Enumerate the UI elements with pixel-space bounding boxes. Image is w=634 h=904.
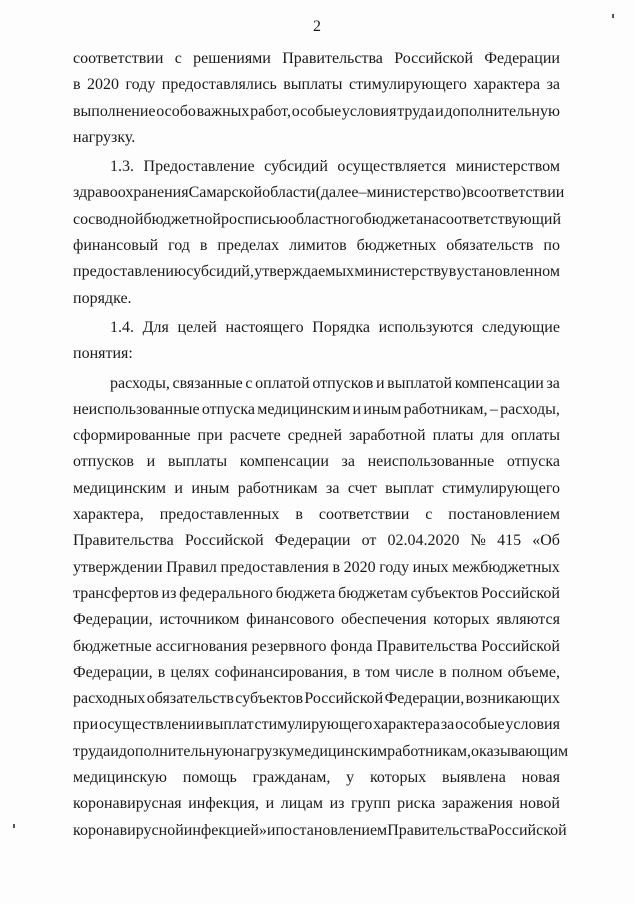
word: компенсации xyxy=(239,453,329,471)
word: обеспечения xyxy=(341,611,427,629)
text-line xyxy=(73,660,560,686)
word: бюджетной xyxy=(143,210,221,228)
word: решениями xyxy=(193,50,271,67)
word: сводной xyxy=(88,210,144,228)
word: в xyxy=(295,506,303,524)
word: бюджета xyxy=(275,584,336,602)
text-line xyxy=(73,502,560,528)
word: обязательств xyxy=(446,237,534,255)
word: характера, xyxy=(73,506,144,524)
word: иным xyxy=(191,479,230,497)
word: в xyxy=(157,663,166,681)
word: 2020 xyxy=(343,558,376,576)
word: и xyxy=(375,374,385,392)
text-line xyxy=(73,423,560,449)
word: расчете xyxy=(229,427,281,445)
text-line xyxy=(73,397,560,423)
word: нагрузку xyxy=(234,742,295,760)
word: возникающих xyxy=(465,690,560,708)
word: министерство) xyxy=(366,184,467,202)
word: Порядка xyxy=(312,318,370,336)
word: соответствии xyxy=(318,506,410,524)
word: следующие xyxy=(481,318,560,336)
word: медицинскую xyxy=(73,769,168,787)
word: коронавирусная xyxy=(73,795,182,813)
word: медицинским xyxy=(294,742,388,760)
word: Федерации, xyxy=(73,663,153,681)
word: особые xyxy=(291,102,342,120)
word: предоставлению xyxy=(73,263,186,281)
word: полном xyxy=(451,663,503,681)
word: со xyxy=(73,210,89,228)
word: связанные xyxy=(172,374,243,392)
word: и xyxy=(174,479,183,497)
word: отпусков xyxy=(312,374,374,392)
word: при xyxy=(197,427,223,445)
word: 1.4. xyxy=(110,318,134,336)
word: предоставленных xyxy=(159,506,280,524)
word: Федерации xyxy=(484,50,560,67)
word: Предоставление xyxy=(143,158,255,176)
paragraph xyxy=(73,46,560,151)
text-line xyxy=(73,739,569,765)
word: на xyxy=(423,210,439,228)
word: с xyxy=(425,506,433,524)
text-line xyxy=(73,528,560,554)
word: дополнительную xyxy=(444,102,560,120)
word: постановлением xyxy=(275,821,388,839)
word: сформированные xyxy=(73,427,191,445)
word: Российской xyxy=(304,690,384,708)
word: оплаты xyxy=(510,427,560,445)
word: нагрузку. xyxy=(73,128,136,146)
word: понятия: xyxy=(73,345,133,363)
word: и xyxy=(265,795,275,813)
word: здравоохранения xyxy=(73,184,189,202)
word: новая xyxy=(521,769,560,787)
text-line xyxy=(73,371,560,397)
word: которых xyxy=(433,611,490,629)
word: № xyxy=(470,532,486,550)
word: и xyxy=(110,742,119,760)
word: групп xyxy=(351,795,391,813)
word: Российской xyxy=(487,821,567,839)
word: выплаты xyxy=(283,76,343,94)
word: за xyxy=(546,76,560,94)
word: труда xyxy=(397,102,435,120)
word: бюджетных xyxy=(356,237,437,255)
word: в xyxy=(448,263,457,281)
word: осуществляется xyxy=(337,158,447,176)
word: работникам, xyxy=(403,400,488,418)
word: Российской xyxy=(184,532,264,550)
text-line xyxy=(73,581,560,607)
word: оказывающим xyxy=(471,742,569,760)
word: и xyxy=(435,102,444,120)
word: фонда xyxy=(330,637,373,655)
word: Самарской xyxy=(188,184,263,202)
word: труда xyxy=(73,742,111,760)
word: Федерации, xyxy=(384,690,465,708)
word: из xyxy=(161,584,177,602)
word: министерству xyxy=(354,263,449,281)
text-line xyxy=(73,818,567,844)
word: условия xyxy=(341,102,397,120)
word: работ, xyxy=(250,102,291,120)
word: в xyxy=(439,663,447,681)
word: Российской xyxy=(481,584,560,602)
word: министерством xyxy=(455,158,560,176)
word: стимулирующего xyxy=(348,76,467,94)
word: новой xyxy=(519,795,560,813)
word: порядке. xyxy=(73,289,132,307)
word: лимитов xyxy=(289,237,347,255)
word: особо xyxy=(156,102,196,120)
word: осуществлении xyxy=(98,716,205,734)
scan-mark xyxy=(612,14,614,18)
word: числе xyxy=(395,663,434,681)
word: соответствующий xyxy=(438,210,562,228)
word: иным xyxy=(363,400,402,418)
word: гражданам, xyxy=(252,769,331,787)
text-line xyxy=(73,341,560,367)
word: целях xyxy=(170,663,210,681)
word: для xyxy=(480,427,504,445)
word: особые xyxy=(455,716,505,734)
word: 2020 xyxy=(87,76,120,94)
word: расходы, xyxy=(500,400,560,418)
word: 1.3. xyxy=(110,158,134,176)
word: расходы, xyxy=(110,374,170,392)
word: области xyxy=(262,184,316,202)
word: Для xyxy=(142,318,169,336)
text-line xyxy=(73,286,560,312)
word: предоставления xyxy=(220,558,329,576)
word: Правительства xyxy=(282,50,383,67)
document-body xyxy=(73,46,569,844)
word: 415 xyxy=(497,532,522,550)
word: риска xyxy=(397,795,436,813)
word: по xyxy=(543,237,560,255)
word: ассигнования xyxy=(155,637,248,655)
word: 02.04.2020 xyxy=(387,532,460,550)
word: при xyxy=(73,716,99,734)
word: финансовый xyxy=(73,237,159,255)
word: выплат xyxy=(385,479,434,497)
word: резервного xyxy=(251,637,327,655)
text-line xyxy=(73,72,560,98)
word: федерального xyxy=(179,584,273,602)
word: бюджета xyxy=(363,210,424,228)
word: постановлением xyxy=(448,506,560,524)
word: в xyxy=(466,184,474,202)
text-line xyxy=(73,555,560,581)
word: соответствии xyxy=(473,184,565,202)
word: (далее xyxy=(315,184,359,202)
word: установленном xyxy=(456,263,560,281)
word: расходных xyxy=(73,690,146,708)
word: от xyxy=(361,532,377,550)
word: межбюджетных xyxy=(452,558,560,576)
word: работникам xyxy=(237,479,318,497)
word: которых xyxy=(369,769,427,787)
word: у xyxy=(346,769,355,787)
word: стимулирующего xyxy=(442,479,560,497)
word: за xyxy=(546,374,560,392)
word: коронавирусной xyxy=(73,821,184,839)
word: трансфертов xyxy=(73,584,159,602)
word: источником xyxy=(159,611,240,629)
word: отпуска xyxy=(201,400,255,418)
word: компенсации xyxy=(454,374,544,392)
word: в xyxy=(199,237,208,255)
word: медицинским xyxy=(73,479,166,497)
text-line xyxy=(73,46,560,72)
text-line xyxy=(73,634,560,660)
word: помощь xyxy=(182,769,237,787)
word: Федерации, xyxy=(73,611,153,629)
word: медицинским xyxy=(257,400,351,418)
word: том xyxy=(365,663,390,681)
text-line xyxy=(73,259,560,285)
word: объеме, xyxy=(507,663,560,681)
word: финансового xyxy=(246,611,335,629)
text-line xyxy=(73,154,560,180)
text-line xyxy=(73,99,560,125)
word: заработной xyxy=(349,427,426,445)
text-line xyxy=(73,686,560,712)
paragraph xyxy=(73,154,565,312)
word: неиспользованные xyxy=(73,400,200,418)
word: Правил xyxy=(166,558,217,576)
word: лицам xyxy=(280,795,324,813)
text-line xyxy=(73,207,560,233)
word: и xyxy=(266,821,276,839)
word: субсидий xyxy=(264,158,328,176)
text-line xyxy=(73,180,565,206)
word: отпуска xyxy=(506,453,560,471)
word: работникам, xyxy=(387,742,472,760)
word: заражения xyxy=(441,795,513,813)
word: субъектов xyxy=(410,584,479,602)
word: в xyxy=(73,76,81,94)
word: дополнительную xyxy=(118,742,235,760)
word: из xyxy=(329,795,345,813)
paragraph xyxy=(73,315,560,368)
word: отпусков xyxy=(73,453,134,471)
word: и xyxy=(146,453,156,471)
word: характера xyxy=(473,76,541,94)
word: выплатой xyxy=(387,374,453,392)
word: целей xyxy=(177,318,217,336)
word: неиспользованные xyxy=(367,453,495,471)
word: соответствии xyxy=(73,50,164,67)
word: утверждении xyxy=(73,558,163,576)
word: Правительства xyxy=(376,637,478,655)
word: предоставлялись xyxy=(161,76,277,94)
word: Правительства xyxy=(73,532,174,550)
word: – xyxy=(489,400,498,418)
word: счет xyxy=(347,479,377,497)
word: используются xyxy=(378,318,474,336)
word: настоящего xyxy=(225,318,304,336)
word: Правительства xyxy=(387,821,488,839)
word: году xyxy=(125,76,156,94)
text-line xyxy=(73,449,560,475)
text-line xyxy=(73,712,560,738)
word: стимулирующего xyxy=(254,716,373,734)
word: выплаты xyxy=(167,453,228,471)
word: субъектов xyxy=(235,690,303,708)
word: с xyxy=(174,50,182,67)
word: в xyxy=(332,558,340,576)
word: обязательств xyxy=(146,690,234,708)
paragraph xyxy=(73,371,569,844)
word: – xyxy=(358,184,367,202)
word: пределах xyxy=(217,237,280,255)
text-line xyxy=(73,791,560,817)
word: являются xyxy=(496,611,560,629)
word: выполнение xyxy=(73,102,156,120)
text-line xyxy=(73,607,560,633)
text-line xyxy=(73,315,560,341)
word: за xyxy=(326,479,340,497)
word: год xyxy=(168,237,190,255)
word: инфекция, xyxy=(188,795,260,813)
word: характера xyxy=(373,716,440,734)
word: «Об xyxy=(532,532,560,550)
word: Российской xyxy=(394,50,474,67)
scan-mark xyxy=(13,824,15,828)
text-line xyxy=(73,476,560,502)
word: выплат xyxy=(205,716,254,734)
word: областного xyxy=(287,210,364,228)
word: за xyxy=(440,716,455,734)
word: Федерации xyxy=(274,532,351,550)
word: софинансирования, xyxy=(214,663,348,681)
word: бюджетам xyxy=(338,584,408,602)
word: росписью xyxy=(220,210,288,228)
word: с xyxy=(245,374,253,392)
word: условия xyxy=(505,716,560,734)
word: за xyxy=(341,453,355,471)
word: иных xyxy=(412,558,449,576)
word: в xyxy=(352,663,361,681)
word: утверждаемых xyxy=(254,263,355,281)
word: средней xyxy=(287,427,343,445)
text-line xyxy=(73,233,560,259)
word: бюджетные xyxy=(73,637,152,655)
word: выявлена xyxy=(442,769,506,787)
word: инфекцией» xyxy=(183,821,267,839)
word: Российской xyxy=(481,637,560,655)
word: году xyxy=(379,558,410,576)
word: важных xyxy=(196,102,250,120)
text-line xyxy=(73,765,560,791)
text-line xyxy=(73,125,560,151)
word: и xyxy=(352,400,362,418)
word: платы xyxy=(432,427,474,445)
page-number: 2 xyxy=(313,18,321,35)
word: субсидий, xyxy=(186,263,254,281)
word: оплатой xyxy=(255,374,310,392)
